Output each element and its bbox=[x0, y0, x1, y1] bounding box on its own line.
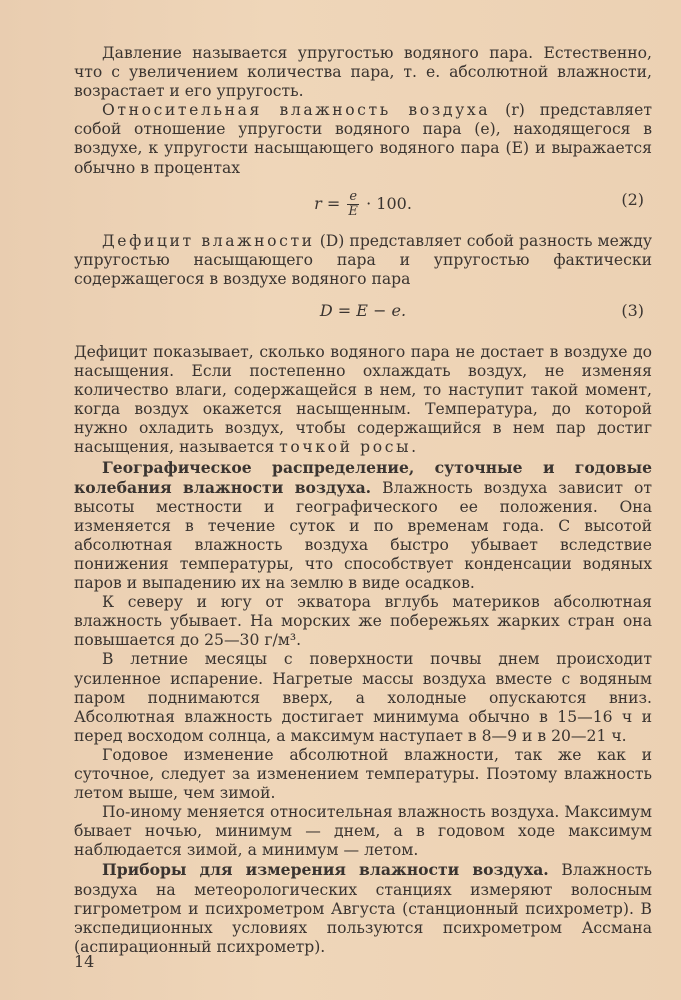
paragraph-pressure: Давление называется упругостью водяного пара. Естественно, что с увеличением количества пара, т. е. абсолютной влажности, возрастает и его упругость. bbox=[74, 44, 652, 101]
paragraph-humidity-deficit-text: (D) представляет собой разность между упругостью насыщающего пара и упругостью фактически содержащегося в воздухе водяного пара bbox=[74, 231, 652, 288]
paragraph-dew-point: Дефицит показывает, сколько водяного пара не достает в воздухе до насыщения. Если постепенно охлаждать воздух, не изменяя количество влаги, содержащейся в нем, то наступит такой момент, когда воздух окажется насыщенным. Температура, до которой нужно охладить воздух, чтобы содержащийся в нем пар достиг насыщения, называется точкой росы. bbox=[74, 342, 652, 457]
paragraph-summer-months: В летние месяцы с поверхности почвы днем происходит усиленное испарение. Нагретые массы воздуха вместе с водяным паром поднимаются вверх, а холодные опускаются вниз. Абсолютная влажность достигает минимума обычно в 15—16 ч и перед восходом солнца, а максимум наступает в 8—9 и в 20—21 ч. bbox=[74, 650, 652, 745]
formula-3 bbox=[74, 297, 652, 333]
page-text bbox=[74, 44, 652, 957]
formula-3-expression: D = E − e. bbox=[319, 300, 407, 320]
paragraph-north-south: К северу и югу от экватора вглубь материков абсолютная влажность убывает. На морских же побережьях жарких стран она повышается до 25—30 г/м³. bbox=[74, 593, 652, 650]
paragraph-relative-humidity-text: (r) представляет собой отношение упругости водяного пара (e), находящегося в воздухе, к упругости насыщающего водяного пара (E) и выражается обычно в процентах bbox=[74, 101, 652, 177]
formula-2-fraction bbox=[347, 190, 359, 219]
formula-2-lhs: r = bbox=[314, 193, 341, 213]
term-humidity-deficit: Дефицит влажности bbox=[102, 231, 315, 250]
formula-2-rhs: · 100. bbox=[366, 193, 412, 213]
term-dew-point: точкой росы bbox=[279, 438, 412, 457]
paragraph-relative-humidity bbox=[74, 101, 652, 177]
term-relative-humidity: Относительная влажность воздуха bbox=[102, 101, 491, 120]
formula-3-label: (3) bbox=[621, 300, 644, 320]
paragraph-geographic-distribution: Географическое распределение, суточные и годовые колебания влажности воздуха. Влажность воздуха зависит от высоты местности и географического ее положения. Она изменяется в течение суток и по временам года. С высотой абсолютная влажность воздуха быстро убывает вследствие понижения температуры, что способствует конденсации водяных паров и выпадению их на землю в виде осадков. bbox=[74, 457, 652, 593]
paragraph-relative-variation: По-иному меняется относительная влажность воздуха. Максимум бывает ночью, минимум — днем, а в годовом ходе максимум наблюдается зимой, а минимум — летом. bbox=[74, 803, 652, 860]
formula-2-numerator: e bbox=[349, 188, 358, 204]
formula-2-denominator: E bbox=[348, 203, 358, 219]
paragraph-humidity-deficit bbox=[74, 232, 652, 289]
formula-2 bbox=[74, 186, 652, 222]
heading-geographic-distribution: Географическое распределение, суточные и годовые колебания влажности воздуха. bbox=[74, 457, 652, 497]
paragraph-annual-change: Годовое изменение абсолютной влажности, так же как и суточное, следует за изменением температуры. Поэтому влажность летом выше, чем зимой. bbox=[74, 745, 652, 803]
page-number: 14 bbox=[74, 952, 95, 971]
formula-2-label: (2) bbox=[621, 189, 644, 209]
heading-instruments: Приборы для измерения влажности воздуха. bbox=[102, 860, 549, 880]
paragraph-instruments: Приборы для измерения влажности воздуха. Влажность воздуха на метеорологических станциях измеряют волосным гигрометром и психрометром Августа (станционный психрометр). В экспедиционных условиях пользуются психрометром Ассмана (аспирационный психрометр). bbox=[74, 860, 652, 956]
